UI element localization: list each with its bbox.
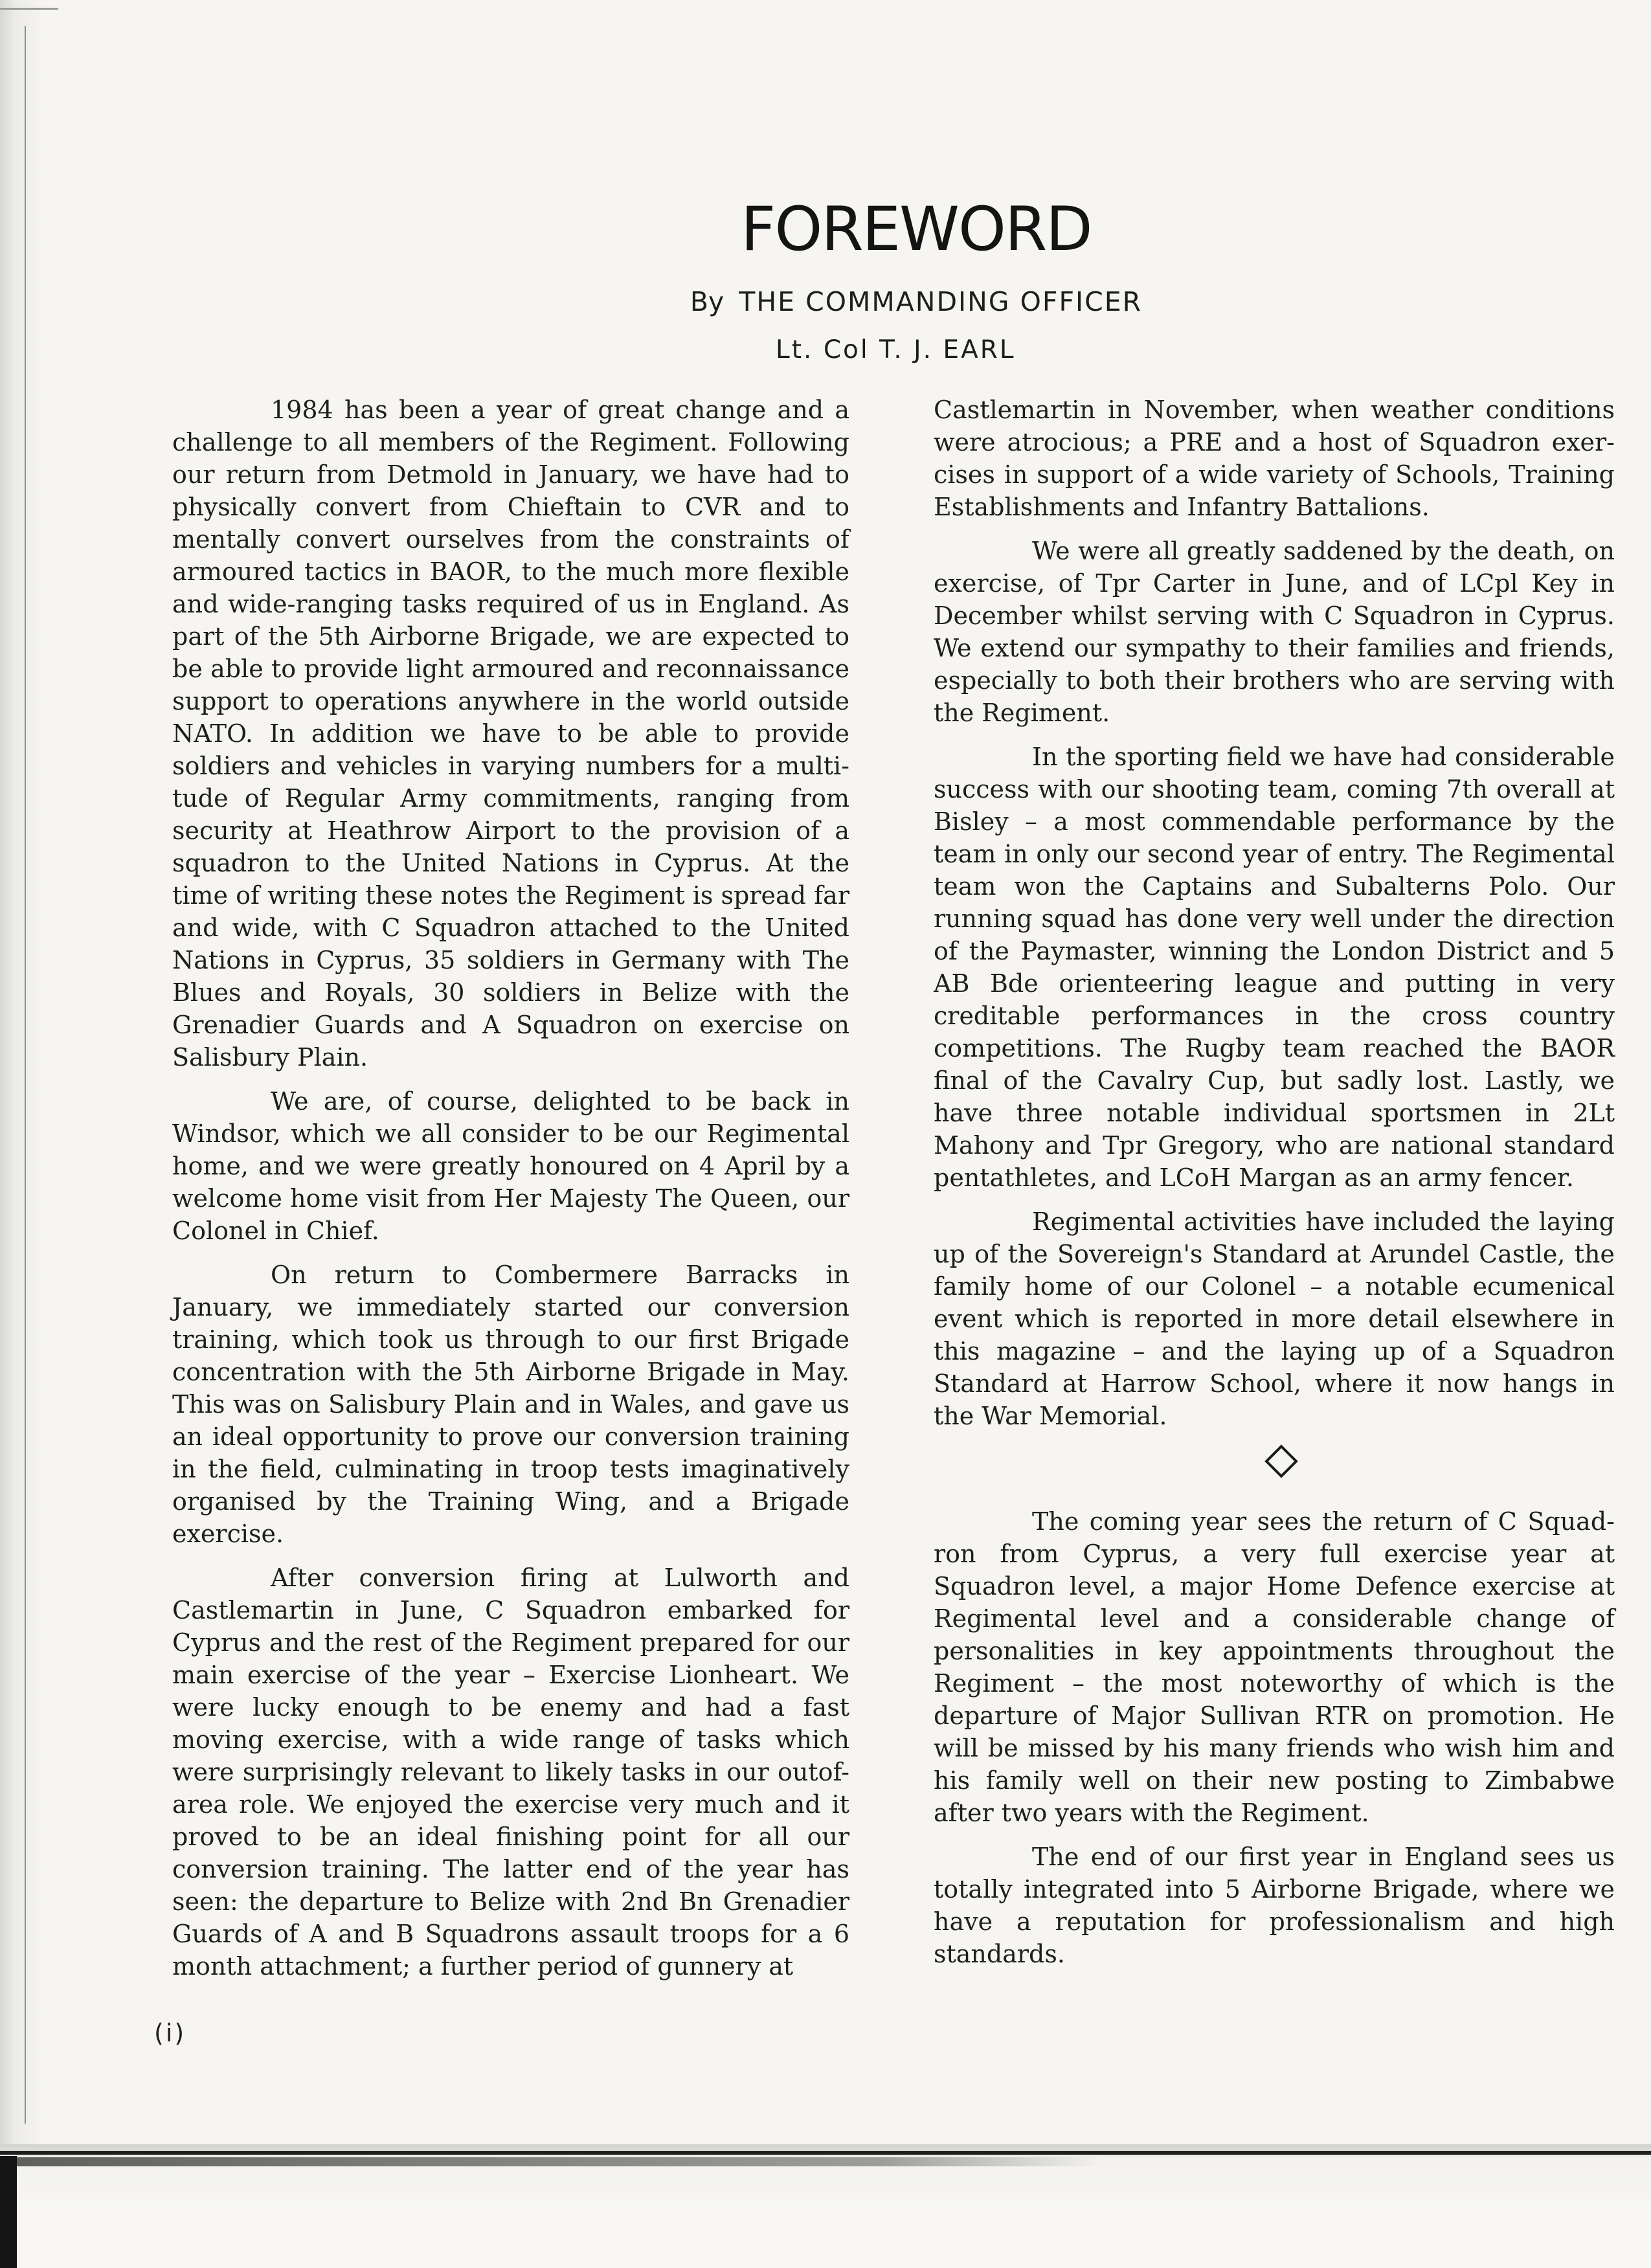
scan-top-corner-mark bbox=[0, 8, 58, 10]
paragraph: After conversion firing at Lulworth and Castlemartin in June, C Squadron embarked for Cyprus and the rest of the Regiment prepared for our main exercise of the year – Exercise Lionheart. We were lucky enough to be enemy and had a fast moving exercise, with a wide range of tasks which were surprisingly relevant to likely tasks in our outof-area role. We enjoyed the exercise very much and it proved to be an ideal finishing point for all our conversion training. The latter end of the year has seen: the departure to Belize with 2nd Bn Grenadier Guards of A and B Squadrons assault troops for a 6 month attachment; a further period of gunnery at bbox=[172, 1564, 849, 1981]
paragraph: Regimental activities have included the laying up of the Sovereign's Standard at Arundel Castle, the family home of our Colonel – a notable ecumenical event which is reported in more detail elsewhere in this magazine – and the laying up of a Squadron Standard at Harrow School, where it now hangs in the War Memorial. bbox=[934, 1207, 1615, 1430]
paragraph: The end of our first year in England sees us totally integrated into 5 Airborne Brigade, where we have a reputation for professionalism and high standards. bbox=[934, 1843, 1615, 1968]
scan-left-edge bbox=[0, 0, 52, 2268]
scan-bottom-rule bbox=[0, 2151, 1651, 2155]
diamond-ornament-icon bbox=[1264, 1444, 1299, 1479]
paragraph: In the sporting field we have had considerable success with our shooting team, coming 7th overall at Bisley – a most commendable performance by the team in only our second year of entry. The Regimental team won the Captains and Subalterns Polo. Our running squad has done very well under the direction of the Paymaster, winning the London District and 5 AB Bde orienteering league and putting in very creditable performances in the cross country competitions. The Rugby team reached the BAOR final of the Cavalry Cup, but sadly lost. Lastly, we have three notable individual sportsmen in 2Lt Mahony and Tpr Gregory, who are national standard pentathletes, and LCoH Margan as an army fencer. bbox=[934, 743, 1615, 1192]
byline bbox=[0, 286, 1651, 317]
paragraph: We are, of course, delighted to be back in Windsor, which we all consider to be our Regimental home, and we were greatly honoured on 4 April by a welcome home visit from Her Majesty The Queen, our Colonel in Chief. bbox=[172, 1087, 849, 1245]
author-name: Lt. Col T. J. EARL bbox=[776, 335, 1016, 365]
paragraph: The coming year sees the return of C Squadron from Cyprus, a very full exercise year at Squadron level, a major Home Defence exercise at Regimental level and a considerable change of personalities in key appointments throughout the Regiment – the most noteworthy of which is the departure of Major Sullivan RTR on promotion. He will be missed by his many friends who wish him and his family well on their new posting to Zimbabwe after two years with the Regiment. bbox=[934, 1507, 1615, 1827]
page-number: (i) bbox=[154, 2019, 186, 2047]
scan-corner-shadow bbox=[0, 2156, 17, 2268]
paragraph-continued: Castlemartin in November, when weather conditions were atrocious; a PRE and a host of Squadron exercises in support of a wide variety of Schools, Training Establishments and Infantry Battalions. bbox=[934, 396, 1615, 521]
right-column bbox=[934, 394, 1615, 1444]
scan-margin-line bbox=[25, 26, 26, 2124]
paragraph: We were all greatly saddened by the death, on exercise, of Tpr Carter in June, and of LCpl Key in December whilst serving with C Squadron in Cyprus. We extend our sympathy to their families and friends, especially to both their brothers who are serving with the Regiment. bbox=[934, 537, 1615, 727]
scan-bottom-shadow bbox=[0, 2157, 1101, 2166]
right-column-lower bbox=[934, 1505, 1615, 1982]
left-column bbox=[172, 394, 849, 1994]
byline-role: THE COMMANDING OFFICER bbox=[739, 286, 1143, 317]
paragraph: 1984 has been a year of great change and a challenge to all members of the Regiment. Following our return from Detmold in January, we have had to physically convert from Chieftain to CVR and to mentally convert ourselves from the constraints of armoured tactics in BAOR, to the much more flexible and wide-ranging tasks required of us in England. As part of the 5th Airborne Brigade, we are expected to be able to provide light armoured and reconnaissance support to operations anywhere in the world outside NATO. In addition we have to be able to provide soldiers and vehicles in varying numbers for a multitude of Regular Army commitments, ranging from security at Heathrow Airport to the provision of a squadron to the United Nations in Cyprus. At the time of writing these notes the Regiment is spread far and wide, with C Squadron attached to the United Nations in Cyprus, 35 soldiers in Germany with The Blues and Royals, 30 soldiers in Belize with the Grenadier Guards and A Squadron on exercise on Salisbury Plain. bbox=[172, 396, 849, 1072]
page-title: FOREWORD bbox=[741, 194, 1092, 265]
byline-by: By bbox=[690, 286, 724, 317]
paragraph: On return to Combermere Barracks in January, we immediately started our conversion training, which took us through to our first Brigade concentration with the 5th Airborne Brigade in May. This was on Salisbury Plain and in Wales, and gave us an ideal opportunity to prove our conversion training in the field, culminating in troop tests imaginatively organised by the Training Wing, and a Brigade exercise. bbox=[172, 1261, 849, 1548]
